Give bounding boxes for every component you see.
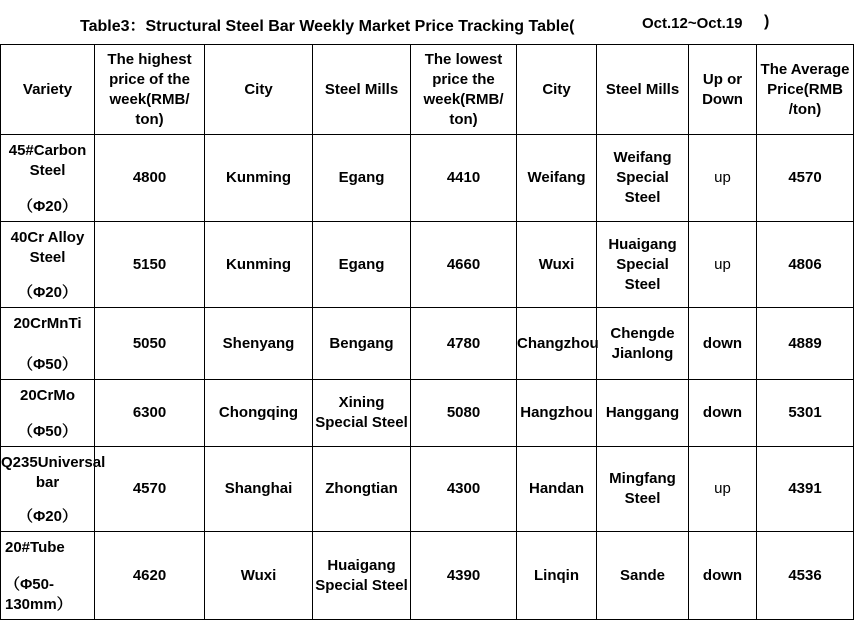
high-mill-cell: Zhongtian [313,447,411,532]
header-up-or-down: Up or Down [689,45,757,135]
table-title [0,0,855,44]
high-city-cell: Kunming [205,135,313,222]
high-city-cell: Shanghai [205,447,313,532]
trend-cell: up [689,447,757,532]
lowest-price-cell: 4390 [411,532,517,620]
low-mill-cell: Weifang Special Steel [597,135,689,222]
average-price-cell: 5301 [757,380,854,447]
lowest-price-cell: 4780 [411,308,517,380]
lowest-price-cell: 4660 [411,222,517,308]
average-price-cell: 4806 [757,222,854,308]
highest-price-cell: 6300 [95,380,205,447]
variety-size: （Φ50） [18,423,77,440]
variety-size: （Φ20） [18,198,77,215]
header-highest-price: The highest price of the week(RMB/ ton) [95,45,205,135]
low-city-cell: Hangzhou [517,380,597,447]
trend-cell: down [689,532,757,620]
trend-cell: up [689,222,757,308]
variety-name: Q235Universal bar [1,454,106,491]
low-mill-cell: Hanggang [597,380,689,447]
high-city-cell: Wuxi [205,532,313,620]
header-row [1,45,854,135]
table-row [1,222,854,308]
high-mill-cell: Egang [313,135,411,222]
variety-size: （Φ50） [18,356,77,373]
high-mill-cell: Egang [313,222,411,308]
highest-price-cell: 5050 [95,308,205,380]
average-price-cell: 4536 [757,532,854,620]
header-lowest-price: The lowest price the week(RMB/ ton) [411,45,517,135]
lowest-price-cell: 4300 [411,447,517,532]
average-price-cell: 4570 [757,135,854,222]
variety-cell [1,135,95,222]
low-mill-cell: Chengde Jianlong [597,308,689,380]
high-city-cell: Chongqing [205,380,313,447]
trend-cell: down [689,308,757,380]
header-variety: Variety [1,45,95,135]
variety-name: 40Cr Alloy Steel [10,229,85,266]
variety-cell [1,222,95,308]
variety-size: （Φ20） [18,508,77,525]
high-city-cell: Shenyang [205,308,313,380]
table-row [1,135,854,222]
date-range: Oct.12~Oct.19 [642,15,743,32]
average-price-cell: 4889 [757,308,854,380]
variety-name: 20#Tube [5,539,65,556]
high-mill-cell: Xining Special Steel [313,380,411,447]
low-mill-cell: Sande [597,532,689,620]
table-row [1,380,854,447]
header-average-price: The Average Price(RMB /ton) [757,45,854,135]
low-city-cell: Handan [517,447,597,532]
variety-name: 45#Carbon Steel [8,142,87,179]
low-city-cell: Changzhou [517,308,597,380]
lowest-price-cell: 5080 [411,380,517,447]
average-price-cell: 4391 [757,447,854,532]
header-steel-mills-high: Steel Mills [313,45,411,135]
lowest-price-cell: 4410 [411,135,517,222]
variety-name: 20CrMnTi [13,315,82,332]
high-mill-cell: Bengang [313,308,411,380]
variety-cell [1,447,106,532]
header-city-high: City [205,45,313,135]
low-mill-cell: Huaigang Special Steel [597,222,689,308]
title-close-paren: ) [764,13,770,30]
price-tracking-table [0,44,854,620]
low-mill-cell: Mingfang Steel [597,447,689,532]
highest-price-cell: 4570 [95,447,205,532]
low-city-cell: Wuxi [517,222,597,308]
variety-size: （Φ20） [18,284,77,301]
header-city-low: City [517,45,597,135]
header-steel-mills-low: Steel Mills [597,45,689,135]
variety-name: 20CrMo [19,387,75,404]
high-city-cell: Kunming [205,222,313,308]
table-row [1,532,854,620]
table-title-text: Table3：Structural Steel Bar Weekly Market Price Tracking Table( [80,18,575,35]
variety-cell [1,532,95,620]
variety-size: （Φ50-130mm） [5,576,72,613]
highest-price-cell: 5150 [95,222,205,308]
low-city-cell: Weifang [517,135,597,222]
highest-price-cell: 4620 [95,532,205,620]
variety-cell [1,308,95,380]
high-mill-cell: Huaigang Special Steel [313,532,411,620]
table-row [1,308,854,380]
variety-cell [1,380,95,447]
highest-price-cell: 4800 [95,135,205,222]
table-row [1,447,854,532]
trend-cell: up [689,135,757,222]
trend-cell: down [689,380,757,447]
low-city-cell: Linqin [517,532,597,620]
